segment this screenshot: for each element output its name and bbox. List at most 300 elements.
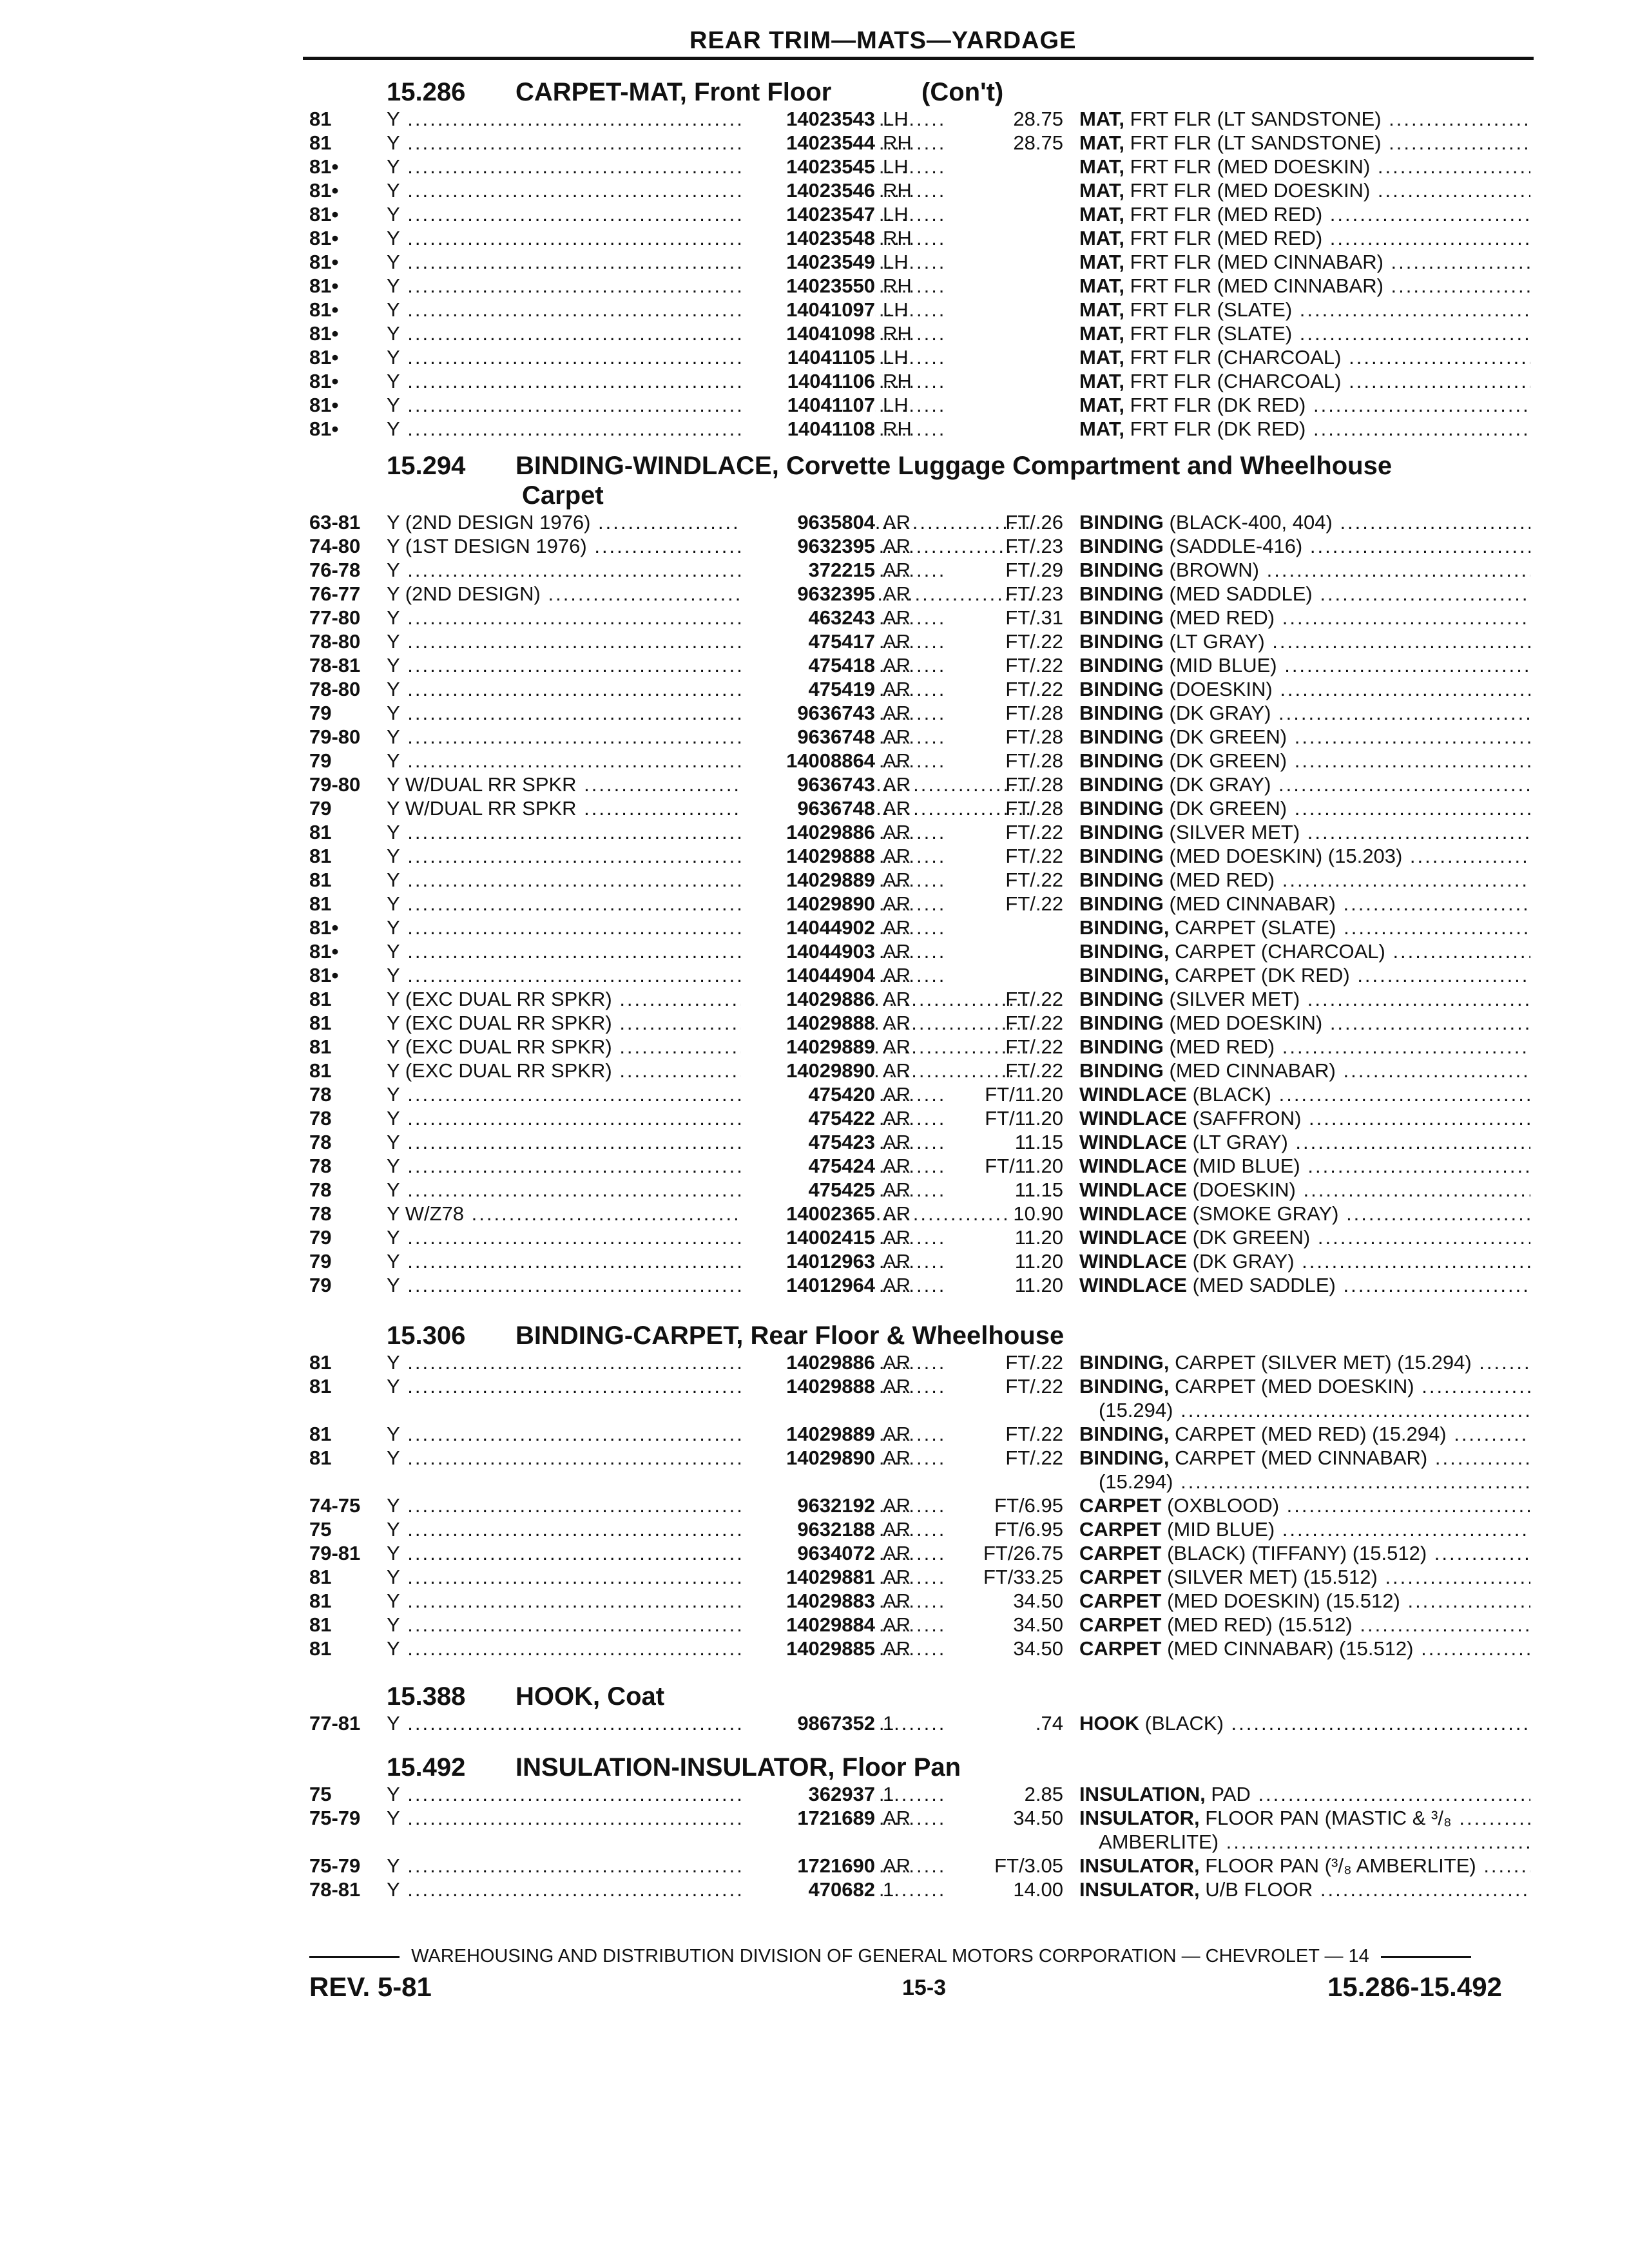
quantity: AR	[883, 1059, 911, 1082]
part-detail: (DK GRAY)	[1169, 773, 1271, 796]
model-usage: Y (EXC DUAL RR SPKR) .....	[387, 1011, 1031, 1035]
part-noun: MAT,	[1079, 251, 1125, 273]
part-row	[303, 1154, 1540, 1178]
part-number: 14029889	[741, 868, 875, 892]
part-detail: FRT FLR (MED CINNABAR)	[1130, 274, 1383, 297]
part-noun: BINDING,	[1079, 1423, 1170, 1445]
part-detail: (MED DOESKIN) (15.203)	[1169, 845, 1403, 867]
model-usage: Y .....	[387, 202, 1031, 226]
price: FT/.22	[1005, 821, 1063, 843]
model-usage: Y .....	[387, 653, 1031, 677]
part-number: 14023546	[741, 178, 875, 202]
model-usage: Y .....	[387, 1806, 1031, 1830]
quantity: AR	[883, 1226, 911, 1249]
part-detail: (MID BLUE)	[1169, 654, 1277, 677]
part-row	[303, 1517, 1540, 1541]
catalog-section	[303, 77, 1540, 441]
model-year: 81•	[309, 227, 339, 249]
part-description	[1079, 582, 1530, 606]
part-number: 14029885	[741, 1637, 875, 1660]
model-usage: Y .....	[387, 916, 1031, 939]
part-number: 14029883	[741, 1589, 875, 1613]
price: 28.75	[1013, 131, 1063, 154]
part-row	[303, 1589, 1540, 1613]
model-usage: Y .....	[387, 1374, 1031, 1398]
price: FT/.22	[1005, 1446, 1063, 1469]
part-detail: (SILVER MET)	[1169, 988, 1300, 1010]
part-noun: WINDLACE	[1079, 1250, 1188, 1273]
part-description	[1079, 345, 1530, 369]
part-detail: (LT GRAY)	[1169, 630, 1265, 653]
part-number: 9636748	[741, 796, 875, 820]
part-row	[303, 963, 1540, 987]
model-usage: Y .....	[387, 606, 1031, 629]
part-number: 14029889	[741, 1035, 875, 1059]
model-year: 76-77	[309, 582, 361, 605]
quantity: AR	[883, 1178, 911, 1201]
part-noun: WINDLACE	[1079, 1131, 1188, 1153]
part-number: 14041097	[741, 298, 875, 322]
part-detail: (OXBLOOD)	[1167, 1494, 1280, 1517]
model-year: 75-79	[309, 1854, 361, 1877]
part-detail: (SMOKE GRAY)	[1192, 1202, 1339, 1225]
part-description	[1079, 1154, 1530, 1178]
part-detail: (MED CINNABAR)	[1169, 892, 1336, 915]
part-description-continuation: AMBERLITE) .....	[1099, 1830, 1530, 1854]
model-year: 78-80	[309, 678, 361, 700]
part-row	[303, 1854, 1540, 1878]
part-number: 14012963	[741, 1249, 875, 1273]
part-description	[1079, 534, 1530, 558]
model-usage: Y .....	[387, 369, 1031, 393]
part-detail: FRT FLR (LT SANDSTONE)	[1130, 131, 1382, 154]
price: FT/11.20	[985, 1155, 1063, 1177]
part-row	[303, 701, 1540, 725]
price: FT/.22	[1005, 654, 1063, 677]
model-year: 81•	[309, 322, 339, 345]
part-row	[303, 1494, 1540, 1517]
part-row	[303, 1350, 1540, 1374]
part-noun: MAT,	[1079, 131, 1125, 154]
quantity: AR	[883, 1131, 911, 1153]
price: FT/.22	[1005, 892, 1063, 915]
model-year: 81•	[309, 418, 339, 440]
model-year: 79	[309, 1250, 332, 1273]
part-description	[1079, 250, 1530, 274]
section-continued: (Con't)	[921, 78, 1004, 106]
model-usage: Y .....	[387, 393, 1031, 417]
part-detail: (DK GRAY)	[1169, 702, 1271, 724]
price: 14.00	[1013, 1878, 1063, 1901]
model-usage: Y .....	[387, 107, 1031, 131]
part-noun: BINDING	[1079, 821, 1164, 843]
quantity: AR	[883, 1566, 911, 1588]
price: 11.15	[1014, 1178, 1063, 1201]
part-row	[303, 226, 1540, 250]
part-detail: FRT FLR (SLATE)	[1130, 298, 1293, 321]
quantity: 1	[883, 1878, 894, 1901]
price: FT/.28	[1005, 773, 1063, 796]
model-year: 81	[309, 1375, 332, 1398]
model-year: 81•	[309, 155, 339, 178]
part-row	[303, 1225, 1540, 1249]
footer-text: WAREHOUSING AND DISTRIBUTION DIVISION OF GENERAL MOTORS CORPORATION — CHEVROLET — 14	[411, 1946, 1369, 1966]
quantity: AR	[883, 1107, 911, 1129]
part-number: 14029888	[741, 844, 875, 868]
part-description	[1079, 1273, 1530, 1297]
model-year: 81•	[309, 179, 339, 202]
part-noun: HOOK	[1079, 1712, 1139, 1735]
part-description	[1079, 963, 1530, 987]
model-year: 74-75	[309, 1494, 361, 1517]
price: FT/.22	[1005, 988, 1063, 1010]
part-noun: MAT,	[1079, 418, 1125, 440]
model-year: 75	[309, 1518, 332, 1541]
model-year: 77-80	[309, 606, 361, 629]
part-detail: FRT FLR (MED CINNABAR)	[1130, 251, 1383, 273]
catalog-section	[303, 1682, 1540, 1735]
part-description-continuation: (15.294) .....	[1099, 1470, 1530, 1494]
section-heading	[303, 451, 1540, 481]
part-description	[1079, 1249, 1530, 1273]
part-detail: FRT FLR (LT SANDSTONE)	[1130, 108, 1382, 130]
part-noun: BINDING	[1079, 869, 1164, 891]
part-description	[1079, 820, 1530, 844]
part-number: 9636743	[741, 701, 875, 725]
model-year: 79-80	[309, 726, 361, 748]
part-description	[1079, 892, 1530, 916]
quantity: AR	[883, 964, 911, 986]
quantity: RH	[883, 418, 912, 440]
part-noun: MAT,	[1079, 227, 1125, 249]
part-description	[1079, 1589, 1530, 1613]
part-noun: CARPET	[1079, 1613, 1162, 1636]
model-usage: Y (2ND DESIGN) .....	[387, 582, 1031, 606]
part-row	[303, 1541, 1540, 1565]
quantity: AR	[883, 940, 911, 963]
part-row	[303, 749, 1540, 773]
quantity: AR	[883, 1155, 911, 1177]
part-row-continuation	[303, 1470, 1540, 1494]
model-year: 81	[309, 1351, 332, 1374]
part-noun: BINDING	[1079, 654, 1164, 677]
model-usage: Y .....	[387, 844, 1031, 868]
part-noun: MAT,	[1079, 346, 1125, 369]
part-number: 475419	[741, 677, 875, 701]
part-row	[303, 1059, 1540, 1082]
part-number: 14029890	[741, 892, 875, 916]
part-noun: MAT,	[1079, 203, 1125, 226]
quantity: RH	[883, 227, 912, 249]
part-row	[303, 844, 1540, 868]
part-detail: CARPET (SILVER MET) (15.294)	[1175, 1351, 1472, 1374]
part-number: 14041098	[741, 322, 875, 345]
model-usage: Y (1ST DESIGN 1976) .....	[387, 534, 1031, 558]
part-row	[303, 1878, 1540, 1901]
model-year: 78-81	[309, 654, 361, 677]
part-number: 14044902	[741, 916, 875, 939]
part-number: 14029889	[741, 1422, 875, 1446]
price: FT/3.05	[994, 1854, 1063, 1877]
page-number: 15-3	[902, 1975, 947, 2000]
part-number: 14044904	[741, 963, 875, 987]
model-usage: Y .....	[387, 1637, 1031, 1660]
quantity: AR	[883, 1637, 911, 1660]
part-detail: (SILVER MET) (15.512)	[1167, 1566, 1378, 1588]
part-noun: BINDING	[1079, 726, 1164, 748]
quantity: AR	[883, 1518, 911, 1541]
model-year: 78	[309, 1131, 332, 1153]
part-detail: CARPET (MED RED) (15.294)	[1175, 1423, 1447, 1445]
part-description	[1079, 1422, 1530, 1446]
part-row	[303, 1446, 1540, 1470]
model-year: 77-81	[309, 1712, 361, 1735]
part-detail: (MED CINNABAR)	[1169, 1059, 1336, 1082]
quantity: AR	[883, 630, 911, 653]
model-usage: Y .....	[387, 1106, 1031, 1130]
quantity: AR	[883, 1613, 911, 1636]
part-detail: CARPET (DK RED)	[1175, 964, 1350, 986]
part-row	[303, 1782, 1540, 1806]
quantity: AR	[883, 1351, 911, 1374]
quantity: LH	[883, 394, 909, 416]
quantity: AR	[883, 821, 911, 843]
quantity: AR	[883, 1854, 911, 1877]
part-number: 362937	[741, 1782, 875, 1806]
part-noun: INSULATION,	[1079, 1783, 1206, 1805]
model-year: 63-81	[309, 511, 361, 533]
part-noun: BINDING	[1079, 511, 1164, 533]
part-detail: (MED SADDLE)	[1192, 1274, 1336, 1296]
model-year: 79	[309, 749, 332, 772]
quantity: AR	[883, 773, 911, 796]
part-detail: (SADDLE-416)	[1169, 535, 1303, 557]
part-noun: BINDING	[1079, 630, 1164, 653]
part-number: 475420	[741, 1082, 875, 1106]
part-noun: WINDLACE	[1079, 1274, 1188, 1296]
model-year: 78-80	[309, 630, 361, 653]
part-detail: (DK GREEN)	[1192, 1226, 1311, 1249]
model-usage: Y .....	[387, 226, 1031, 250]
part-description	[1079, 1854, 1530, 1878]
model-usage: Y .....	[387, 1082, 1031, 1106]
price: FT/6.95	[994, 1518, 1063, 1541]
part-row	[303, 178, 1540, 202]
model-usage: Y .....	[387, 677, 1031, 701]
part-number: 9632395	[741, 534, 875, 558]
part-noun: BINDING,	[1079, 1446, 1170, 1469]
part-row	[303, 393, 1540, 417]
part-row	[303, 892, 1540, 916]
part-number: 14002415	[741, 1225, 875, 1249]
quantity: AR	[883, 845, 911, 867]
quantity: AR	[883, 1083, 911, 1106]
quantity: LH	[883, 203, 909, 226]
part-row	[303, 868, 1540, 892]
model-usage: Y W/DUAL RR SPKR .....	[387, 796, 1031, 820]
section-title: BINDING-WINDLACE, Corvette Luggage Compartment and Wheelhouse	[516, 452, 1393, 480]
section-heading	[303, 1682, 1540, 1711]
price: 34.50	[1013, 1637, 1063, 1660]
quantity: AR	[883, 1807, 911, 1829]
part-row	[303, 1011, 1540, 1035]
part-row	[303, 796, 1540, 820]
part-row	[303, 1565, 1540, 1589]
section-title-continuation: Carpet	[522, 481, 604, 510]
part-row	[303, 1082, 1540, 1106]
part-description	[1079, 298, 1530, 322]
part-number: 14029886	[741, 987, 875, 1011]
model-year: 81	[309, 869, 332, 891]
part-noun: CARPET	[1079, 1590, 1162, 1612]
quantity: LH	[883, 108, 909, 130]
part-row	[303, 510, 1540, 534]
model-year: 81	[309, 1059, 332, 1082]
part-description	[1079, 987, 1530, 1011]
part-description	[1079, 725, 1530, 749]
model-year: 76-78	[309, 559, 361, 581]
quantity: AR	[883, 988, 911, 1010]
quantity: LH	[883, 251, 909, 273]
model-year: 81	[309, 1566, 332, 1588]
part-row	[303, 939, 1540, 963]
part-number: 14023549	[741, 250, 875, 274]
part-description	[1079, 701, 1530, 725]
part-row	[303, 987, 1540, 1011]
part-row	[303, 629, 1540, 653]
quantity: AR	[883, 1494, 911, 1517]
part-noun: BINDING,	[1079, 1351, 1170, 1374]
model-usage: Y .....	[387, 963, 1031, 987]
part-noun: BINDING	[1079, 535, 1164, 557]
part-description	[1079, 1541, 1530, 1565]
section-title: CARPET-MAT, Front Floor	[516, 78, 832, 106]
part-description	[1079, 1711, 1530, 1735]
quantity: AR	[883, 535, 911, 557]
part-noun: BINDING	[1079, 582, 1164, 605]
model-year: 75	[309, 1783, 332, 1805]
part-description	[1079, 749, 1530, 773]
quantity: LH	[883, 298, 909, 321]
part-description	[1079, 393, 1530, 417]
part-detail: CARPET (SLATE)	[1175, 916, 1336, 939]
model-usage: Y .....	[387, 1446, 1031, 1470]
model-usage: Y .....	[387, 1178, 1031, 1202]
part-row	[303, 725, 1540, 749]
part-number: 475424	[741, 1154, 875, 1178]
part-description	[1079, 1178, 1530, 1202]
part-number: 1721689	[741, 1806, 875, 1830]
footer-line	[303, 1946, 1540, 1967]
part-noun: MAT,	[1079, 155, 1125, 178]
model-year: 78	[309, 1178, 332, 1201]
part-number: 372215	[741, 558, 875, 582]
part-description	[1079, 1565, 1530, 1589]
part-noun: BINDING	[1079, 702, 1164, 724]
part-number: 14023544	[741, 131, 875, 155]
part-noun: CARPET	[1079, 1518, 1162, 1541]
part-row	[303, 202, 1540, 226]
part-detail: (DK GREEN)	[1169, 797, 1287, 820]
model-year: 75-79	[309, 1807, 361, 1829]
part-detail: (DK GREEN)	[1169, 726, 1287, 748]
part-noun: BINDING,	[1079, 916, 1170, 939]
price: FT/.22	[1005, 1351, 1063, 1374]
section-title: HOOK, Coat	[516, 1682, 665, 1711]
part-description	[1079, 916, 1530, 939]
part-row	[303, 534, 1540, 558]
price: FT/.23	[1005, 582, 1063, 605]
part-noun: BINDING	[1079, 559, 1164, 581]
model-usage: Y .....	[387, 1541, 1031, 1565]
price: 11.15	[1014, 1131, 1063, 1153]
part-description	[1079, 202, 1530, 226]
part-detail: (MED RED) (15.512)	[1167, 1613, 1353, 1636]
part-row	[303, 1273, 1540, 1297]
section-title: INSULATION-INSULATOR, Floor Pan	[516, 1753, 961, 1782]
quantity: AR	[883, 892, 911, 915]
model-usage: Y .....	[387, 939, 1031, 963]
part-noun: BINDING	[1079, 892, 1164, 915]
part-number: 475422	[741, 1106, 875, 1130]
part-detail: (SILVER MET)	[1169, 821, 1300, 843]
section-number: 15.306	[387, 1321, 466, 1350]
part-row	[303, 345, 1540, 369]
model-year: 81	[309, 821, 332, 843]
part-noun: BINDING,	[1079, 940, 1170, 963]
model-usage: Y .....	[387, 1711, 1031, 1735]
model-year: 81	[309, 1012, 332, 1034]
part-detail: (BLACK) (TIFFANY) (15.512)	[1167, 1542, 1427, 1564]
model-usage: Y .....	[387, 725, 1031, 749]
model-usage: Y (EXC DUAL RR SPKR) .....	[387, 987, 1031, 1011]
section-heading	[303, 77, 1540, 107]
part-number: 9632188	[741, 1517, 875, 1541]
part-noun: BINDING	[1079, 773, 1164, 796]
part-row	[303, 322, 1540, 345]
part-noun: WINDLACE	[1079, 1178, 1188, 1201]
model-year: 78	[309, 1083, 332, 1106]
part-number: 9636748	[741, 725, 875, 749]
part-row	[303, 1202, 1540, 1225]
model-usage: Y .....	[387, 1589, 1031, 1613]
part-detail: U/B FLOOR	[1205, 1878, 1313, 1901]
part-detail: FLOOR PAN (MASTIC & ³/₈	[1205, 1807, 1452, 1829]
part-row-continuation	[303, 1830, 1540, 1854]
part-noun: BINDING,	[1079, 964, 1170, 986]
part-description	[1079, 1517, 1530, 1541]
model-usage: Y .....	[387, 274, 1031, 298]
quantity: RH	[883, 370, 912, 392]
model-year: 79-81	[309, 1542, 361, 1564]
part-number: 14041108	[741, 417, 875, 441]
part-description	[1079, 1106, 1530, 1130]
price: .74	[1035, 1712, 1063, 1735]
part-description	[1079, 107, 1530, 131]
quantity: AR	[883, 1542, 911, 1564]
part-noun: BINDING	[1079, 678, 1164, 700]
part-description	[1079, 178, 1530, 202]
part-number: 470682	[741, 1878, 875, 1901]
part-noun: CARPET	[1079, 1494, 1162, 1517]
part-number: 14029886	[741, 820, 875, 844]
section-title: BINDING-CARPET, Rear Floor & Wheelhouse	[516, 1321, 1065, 1350]
quantity: AR	[883, 678, 911, 700]
model-usage: Y .....	[387, 701, 1031, 725]
model-usage: Y .....	[387, 1854, 1031, 1878]
part-number: 14029888	[741, 1374, 875, 1398]
part-number: 475418	[741, 653, 875, 677]
